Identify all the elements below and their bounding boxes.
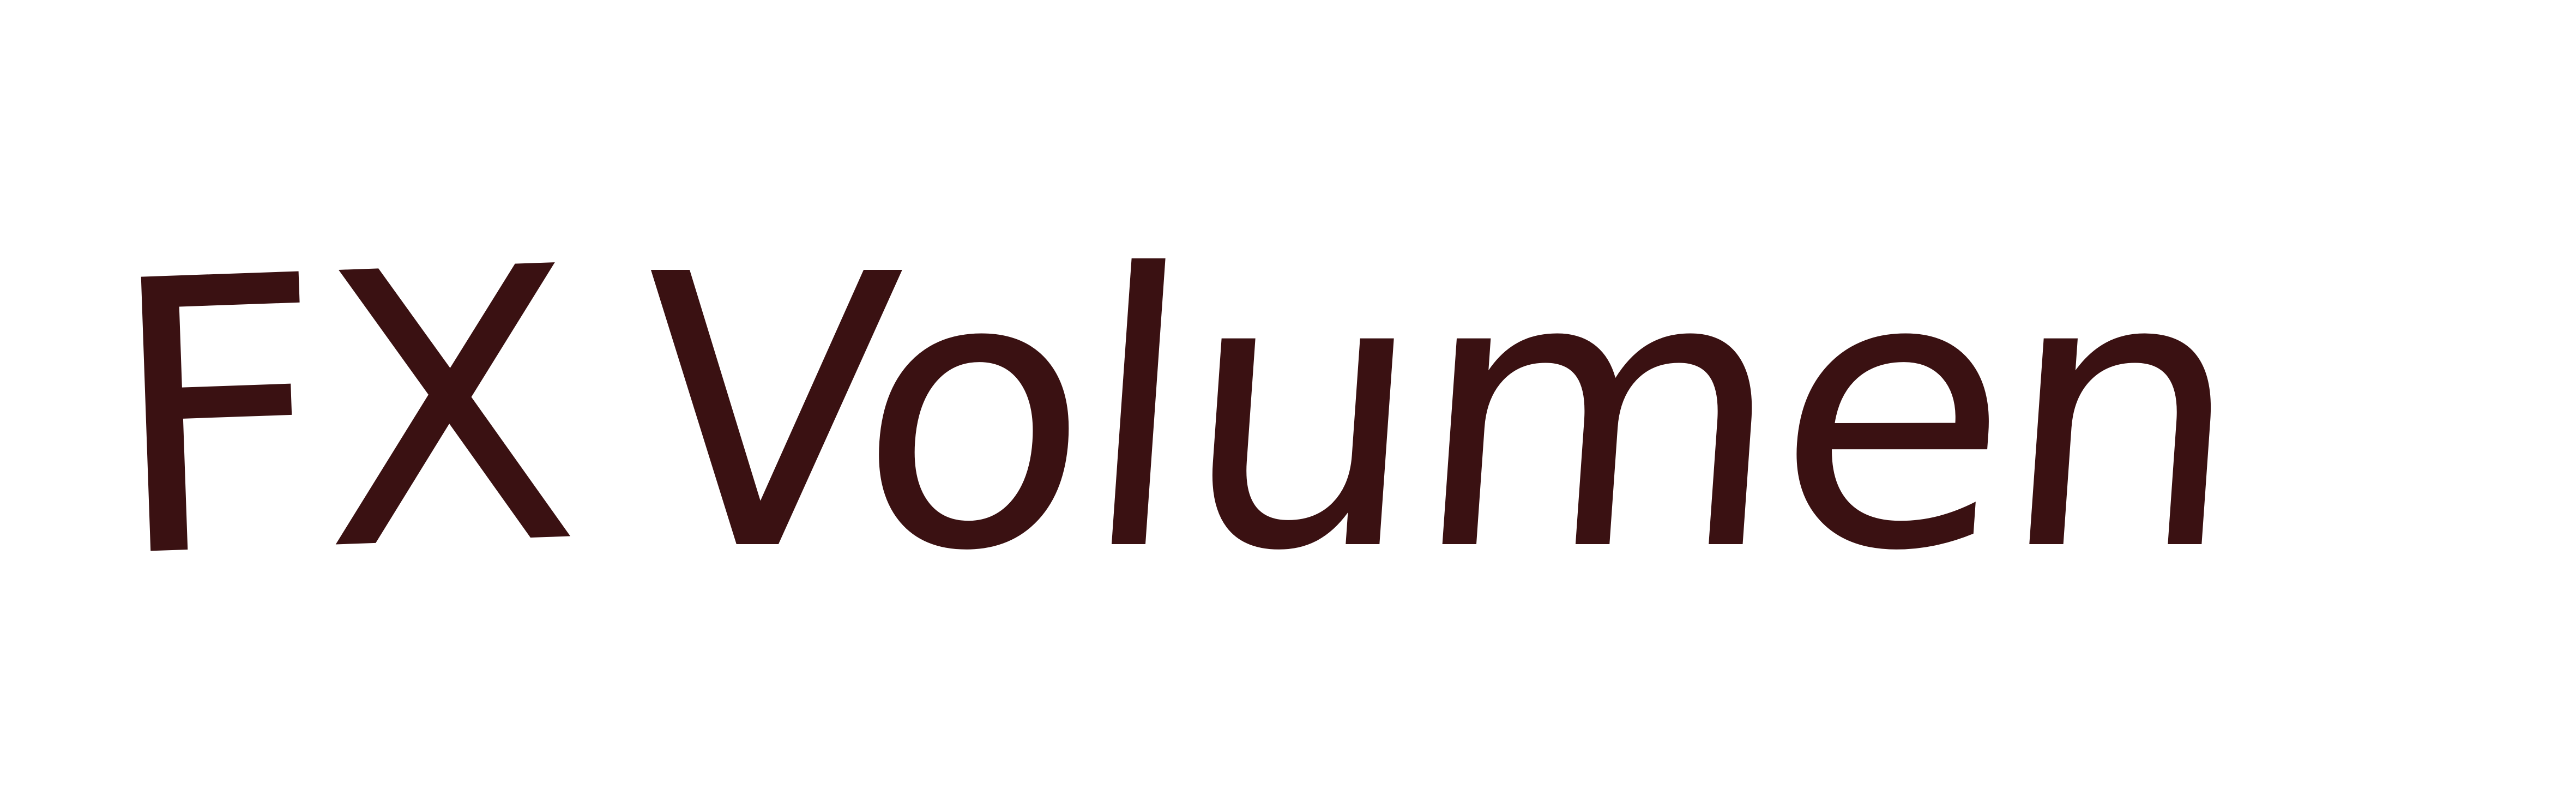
logo-prefix-fx: FX (101, 187, 580, 641)
logo-word-volumen: Volumen (622, 195, 2253, 633)
logo-wordmark (101, 187, 2508, 641)
